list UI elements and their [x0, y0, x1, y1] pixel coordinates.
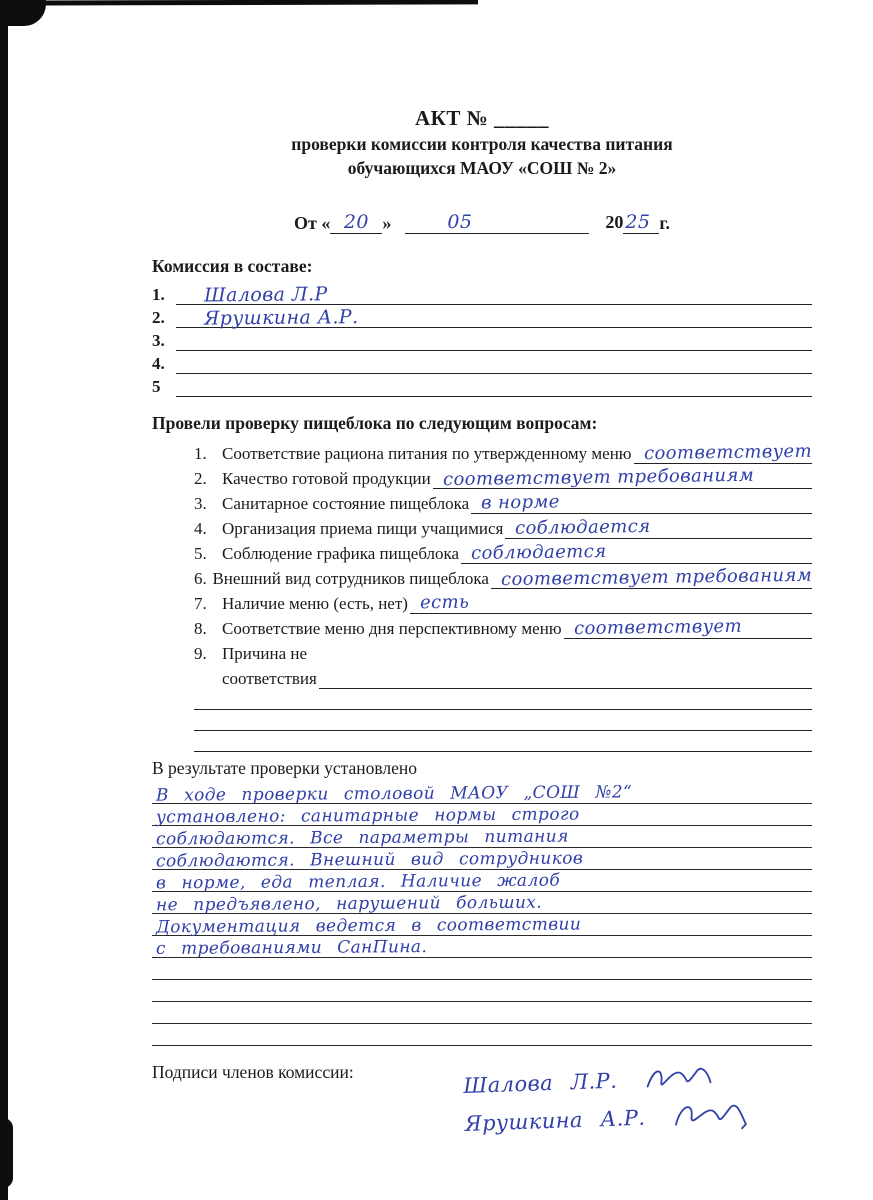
item-answer-line — [410, 589, 812, 614]
checklist-item — [194, 439, 812, 464]
blank-answer-line — [194, 710, 812, 731]
item-label: соответствия — [222, 669, 317, 688]
checklist-item-continuation — [194, 664, 812, 689]
commission-member-row — [152, 351, 812, 374]
result-heading: В результате проверки установлено — [152, 758, 418, 778]
signature-name-handwritten: Шалова Л.Р. — [462, 1068, 618, 1098]
result-ruled-line — [152, 826, 812, 848]
item-label: Наличие меню (есть, нет) — [222, 594, 408, 613]
member-number: 4. — [152, 354, 165, 373]
item-label: Организация приема пищи учащимися — [222, 519, 504, 538]
document-subtitle-2: обучающихся МАОУ «СОШ № 2» — [347, 158, 617, 178]
item-label: Соответствие меню дня перспективному меню — [222, 619, 562, 638]
item-answer-handwritten: соответствует требованиям — [500, 564, 813, 591]
item-label: Внешний вид сотрудников пищеблока — [212, 569, 489, 588]
checklist-item — [194, 489, 812, 514]
result-ruled-line — [152, 870, 812, 892]
checklist-heading: Провели проверку пищеблока по следующим вопросам: — [152, 413, 598, 433]
item-label: Соблюдение графика пищеблока — [222, 544, 460, 563]
item-label: Соответствие рациона питания по утвержденному меню — [222, 444, 632, 463]
item-number: 2. — [194, 469, 207, 488]
item-answer-handwritten: соблюдается — [515, 515, 651, 539]
commission-member-row — [152, 374, 812, 397]
member-name-line — [176, 328, 812, 351]
checklist-item — [194, 614, 812, 639]
result-ruled-line — [152, 892, 812, 914]
item-number: 7. — [194, 594, 207, 613]
member-name-line — [176, 351, 812, 374]
item-answer-line — [634, 439, 813, 464]
member-name-line — [176, 282, 812, 305]
result-handwritten-line: соблюдаются. Все параметры питания — [155, 826, 569, 850]
document-subtitle-1: проверки комиссии контроля качества питания — [291, 134, 673, 154]
member-name-handwritten: Шалова Л.Р — [203, 283, 328, 307]
item-number: 5. — [194, 544, 207, 563]
commission-member-row — [152, 305, 812, 328]
date-day-handwritten: 20 — [330, 211, 382, 234]
result-ruled-line — [152, 1002, 812, 1024]
member-number: 2. — [152, 308, 165, 327]
member-number: 5 — [152, 377, 161, 396]
item-number: 1. — [194, 444, 207, 463]
item-number: 9. — [194, 644, 207, 663]
blank-answer-line — [194, 731, 812, 752]
signatures-heading: Подписи членов комиссии: — [152, 1062, 354, 1082]
item-answer-line — [471, 489, 812, 514]
signature-flourish-icon — [642, 1062, 713, 1094]
checklist-item — [194, 639, 812, 664]
item-number: 4. — [194, 519, 207, 538]
result-ruled-line — [152, 980, 812, 1002]
checklist-item — [194, 514, 812, 539]
item-answer-line — [491, 564, 812, 589]
signature-flourish-icon — [670, 1098, 749, 1133]
document-title: АКТ № _____ — [414, 106, 549, 130]
item-answer-line — [505, 514, 812, 539]
result-handwritten-line: соблюдаются. Внешний вид сотрудников — [155, 848, 584, 872]
checklist-item — [194, 564, 812, 589]
result-ruled-line — [152, 936, 812, 958]
date-close-quote: » — [382, 213, 392, 233]
item-answer-handwritten: в норме — [481, 491, 561, 514]
date-suffix: г. — [659, 213, 670, 233]
result-handwritten-line: не предъявлено, нарушений больших. — [155, 892, 543, 916]
item-number: 3. — [194, 494, 207, 513]
member-number: 3. — [152, 331, 165, 350]
date-month-handwritten: 05 — [405, 211, 589, 234]
item-number: 8. — [194, 619, 207, 638]
member-name-line — [176, 305, 812, 328]
blank-answer-line — [194, 689, 812, 710]
item-answer-handwritten: соответствует требованиям — [442, 464, 754, 491]
date-year-printed: 20 — [605, 212, 624, 232]
result-handwritten-line: в норме, еда теплая. Наличие жалоб — [155, 870, 561, 894]
item-answer-line — [319, 664, 812, 689]
document-title-block — [152, 106, 812, 182]
result-ruled-line — [152, 914, 812, 936]
item-answer-handwritten: есть — [419, 591, 470, 614]
checklist-item — [194, 539, 812, 564]
item-label: Причина не — [222, 644, 308, 663]
item-answer-line — [433, 464, 812, 489]
date-prefix: От « — [294, 213, 331, 233]
date-year-group — [605, 211, 659, 234]
item-answer-handwritten: соблюдается — [470, 540, 607, 564]
result-ruled-line — [152, 848, 812, 870]
result-ruled-line — [152, 804, 812, 826]
item-label: Качество готовой продукции — [222, 469, 431, 488]
date-line — [152, 206, 812, 234]
item-label: Санитарное состояние пищеблока — [222, 494, 470, 513]
scan-corner-bottom-left — [0, 1118, 13, 1188]
checklist-item — [194, 464, 812, 489]
signatures-block — [462, 1057, 749, 1143]
item-answer-handwritten: соответствует — [643, 440, 812, 465]
result-ruled-line — [152, 958, 812, 980]
item-answer-handwritten: соответствует — [573, 615, 742, 640]
member-number: 1. — [152, 285, 165, 304]
signatures-section — [152, 1062, 812, 1138]
commission-heading: Комиссия в составе: — [152, 256, 313, 276]
signature-name-handwritten: Ярушкина А.Р. — [464, 1105, 646, 1136]
commission-member-row — [152, 328, 812, 351]
member-name-handwritten: Ярушкина А.Р. — [203, 306, 359, 330]
item-number: 6. — [194, 569, 207, 588]
result-handwritten-line: Документация ведется в соответствии — [155, 914, 582, 938]
item-answer-line — [564, 614, 812, 639]
scan-edge-left — [0, 0, 8, 1200]
member-name-line — [176, 374, 812, 397]
result-ruled-line — [152, 1024, 812, 1046]
item-answer-line — [461, 539, 812, 564]
result-handwritten-line: установлено: санитарные нормы строго — [155, 804, 580, 828]
document-content — [152, 0, 812, 1138]
result-handwritten-line: с требованиями СанПина. — [155, 937, 428, 959]
result-handwritten-line: В ходе проверки столовой МАОУ „СОШ №2“ — [155, 782, 633, 806]
result-ruled-line — [152, 782, 812, 804]
date-year-handwritten: 25 — [623, 211, 659, 234]
commission-member-row — [152, 282, 812, 305]
checklist-item — [194, 589, 812, 614]
scan-corner-top-left — [0, 0, 46, 26]
